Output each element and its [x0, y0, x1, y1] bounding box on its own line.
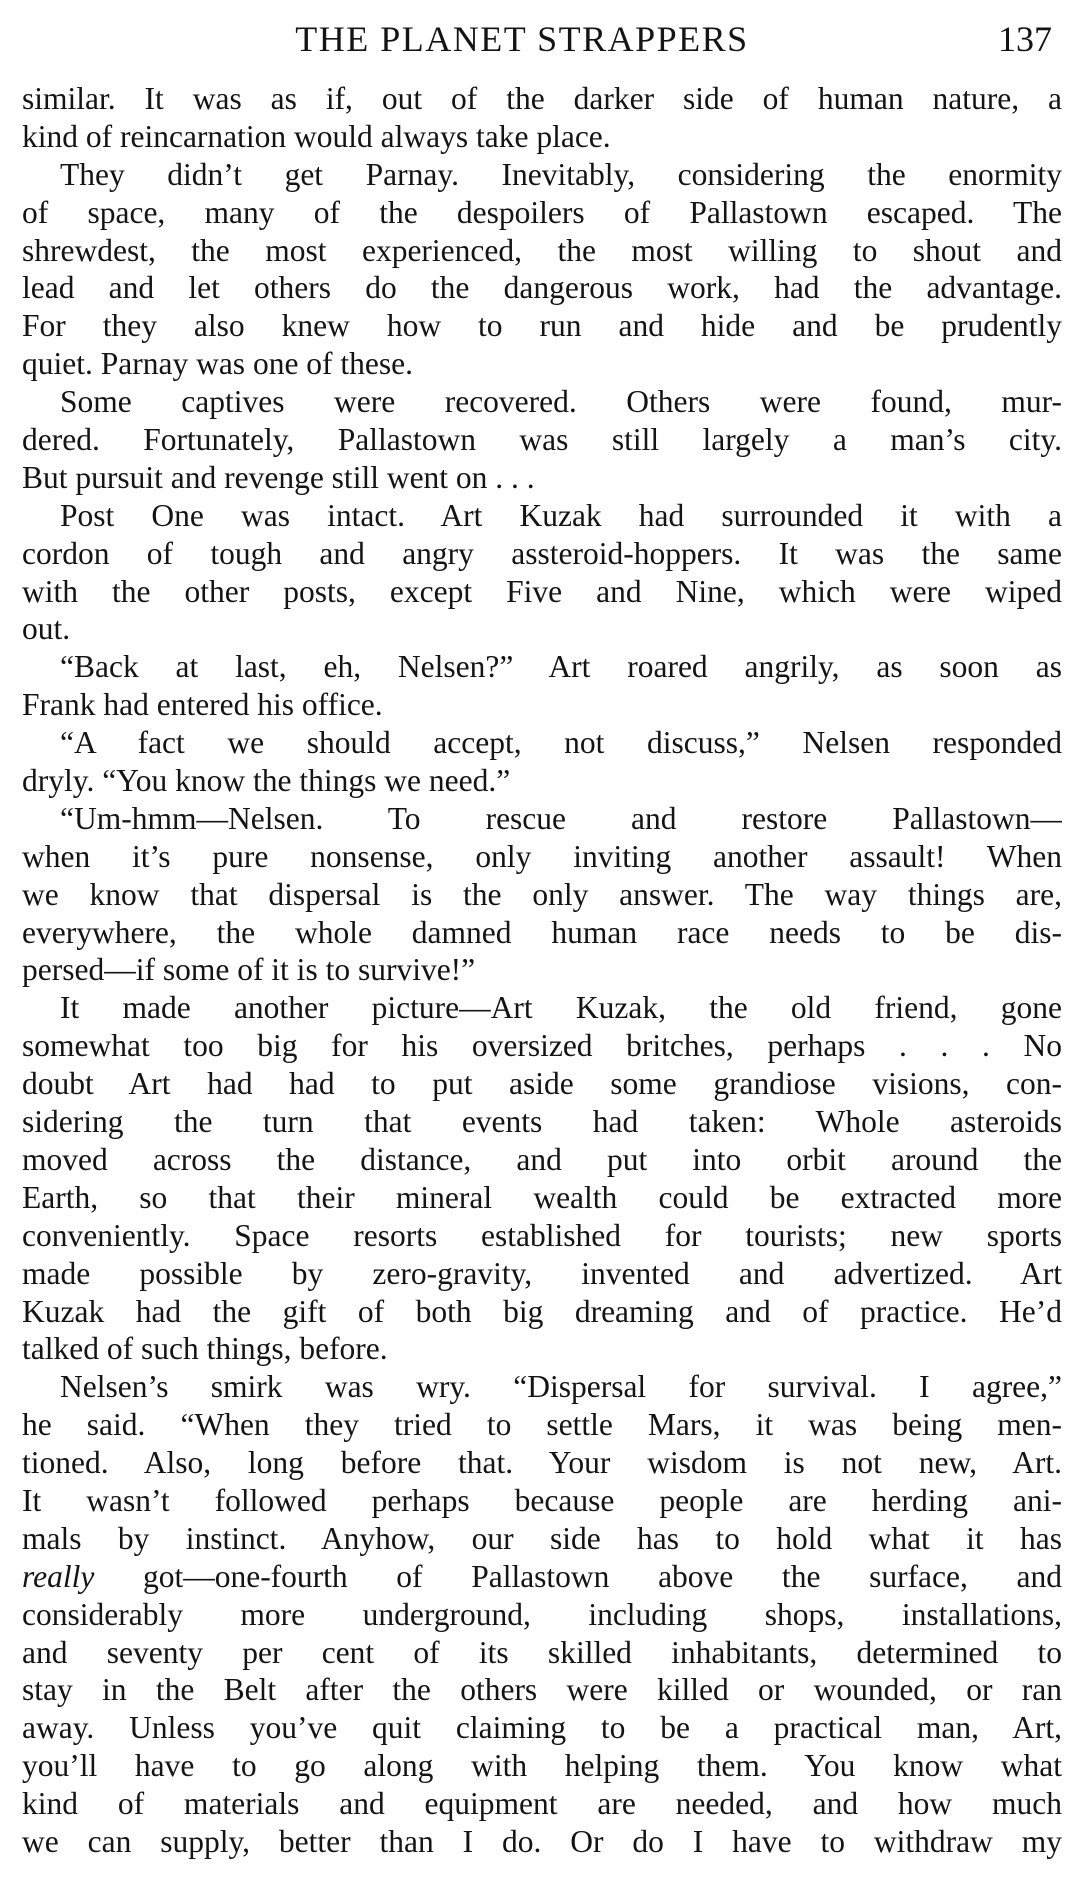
text-line: Post One was intact. Art Kuzak had surrounded it with a [60, 497, 1062, 533]
text-line: mals by instinct. Anyhow, our side has to hold what it has [22, 1520, 1062, 1556]
italic-word: really [22, 1558, 95, 1594]
text-line: made possible by zero-gravity, invented and advertized. Art [22, 1255, 1062, 1291]
text-line: somewhat too big for his oversized britches, perhaps . . . No [22, 1028, 1062, 1064]
text-line: doubt Art had had to put aside some grandiose visions, con- [22, 1066, 1062, 1102]
text-line: you’ll have to go along with helping them. You know what [22, 1748, 1062, 1784]
text-line: considerably more underground, including shops, installations, [22, 1596, 1062, 1632]
text-line: kind of reincarnation would always take place. [22, 118, 611, 154]
text-line: It made another picture—Art Kuzak, the old friend, gone [60, 990, 1062, 1026]
page-number: 137 [998, 19, 1052, 59]
book-page [22, 0, 1062, 1890]
text-line: “A fact we should accept, not discuss,” Nelsen responded [60, 725, 1062, 761]
text-line: dryly. “You know the things we need.” [22, 763, 511, 799]
text-line: sidering the turn that events had taken: Whole asteroids [22, 1104, 1062, 1140]
text-line: talked of such things, before. [22, 1331, 388, 1367]
running-title: THE PLANET STRAPPERS [295, 19, 749, 59]
text-line: It wasn’t followed perhaps because people are herding ani- [22, 1482, 1062, 1518]
text-line: we can supply, better than I do. Or do I have to withdraw my [22, 1823, 1062, 1859]
text-line [22, 1558, 1062, 1596]
text-line: “Um-hmm—Nelsen. To rescue and restore Pallastown— [60, 800, 1062, 836]
text-line: quiet. Parnay was one of these. [22, 346, 414, 382]
text-line: similar. It was as if, out of the darker side of human nature, a [22, 81, 1062, 116]
text-line: “Back at last, eh, Nelsen?” Art roared angrily, as soon as [60, 649, 1062, 685]
text-line: away. Unless you’ve quit claiming to be a practical man, Art, [22, 1710, 1062, 1746]
text-line: we know that dispersal is the only answer. The way things are, [22, 876, 1062, 912]
text-line: he said. “When they tried to settle Mars, it was being men- [22, 1407, 1062, 1443]
text-line: with the other posts, except Five and Nine, which were wiped [22, 573, 1062, 609]
text-line: But pursuit and revenge still went on . . . [22, 459, 535, 495]
text-line: of space, many of the despoilers of Pallastown escaped. The [22, 194, 1062, 230]
text-line: lead and let others do the dangerous work, had the advantage. [22, 270, 1062, 306]
text-line: when it’s pure nonsense, only inviting another assault! When [22, 838, 1062, 874]
text-line: stay in the Belt after the others were killed or wounded, or ran [22, 1672, 1062, 1708]
text-line: dered. Fortunately, Pallastown was still largely a man’s city. [22, 422, 1062, 458]
text-line: shrewdest, the most experienced, the most willing to shout and [22, 232, 1062, 268]
text-line: everywhere, the whole damned human race needs to be dis- [22, 914, 1062, 950]
text-line: For they also knew how to run and hide and be prudently [22, 308, 1062, 344]
line-text: got—one-fourth of Pallastown above the surface, and [94, 1558, 1062, 1594]
text-line: Some captives were recovered. Others were found, mur- [60, 384, 1062, 420]
text-line: Kuzak had the gift of both big dreaming and of practice. He’d [22, 1293, 1062, 1329]
text-line: tioned. Also, long before that. Your wisdom is not new, Art. [22, 1445, 1062, 1481]
text-line: kind of materials and equipment are needed, and how much [22, 1786, 1062, 1822]
text-line: Frank had entered his office. [22, 687, 383, 723]
text-line: conveniently. Space resorts established for tourists; new sports [22, 1217, 1062, 1253]
text-line: persed—if some of it is to survive!” [22, 952, 476, 988]
text-line: They didn’t get Parnay. Inevitably, considering the enormity [60, 156, 1062, 192]
text-line: Earth, so that their mineral wealth could be extracted more [22, 1179, 1062, 1215]
body-text [22, 80, 1062, 1861]
text-line: moved across the distance, and put into orbit around the [22, 1141, 1062, 1177]
text-line: out. [22, 611, 71, 647]
text-line: Nelsen’s smirk was wry. “Dispersal for survival. I agree,” [60, 1369, 1062, 1405]
running-head [22, 16, 1062, 62]
text-line: and seventy per cent of its skilled inhabitants, determined to [22, 1634, 1062, 1670]
text-line: cordon of tough and angry assteroid-hoppers. It was the same [22, 535, 1062, 571]
